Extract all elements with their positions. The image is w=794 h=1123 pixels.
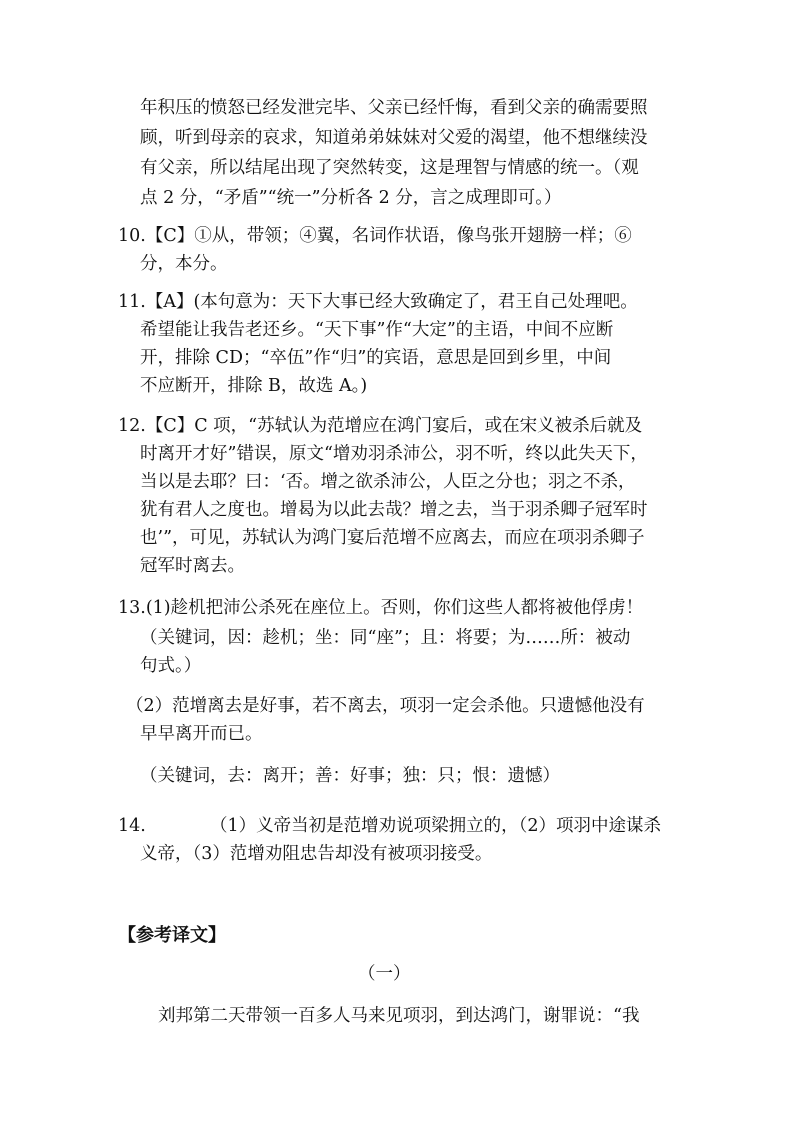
answer-13-line: 句式。）: [140, 656, 202, 676]
answer-11: [118, 290, 638, 314]
answer-13-keywords: （关键词，去：离开；善：好事；独：只；恨：遗憾）: [140, 766, 560, 786]
answer-13-line: （关键词，因：趁机；坐：同“座”；且：将要；为……所：被动: [140, 628, 631, 648]
answer-14: [118, 814, 661, 838]
answer-12-line: 时离开才好”错误，原文“增劝羽杀沛公，羽不听，终以此失天下，: [140, 444, 648, 464]
answer-12: [118, 414, 642, 438]
answer-11-line: 开，排除 CD；“卒伍”作“归”的宾语，意思是回到乡里，中间: [140, 348, 612, 368]
intro-line: 有父亲，所以结尾出现了突然转变，这是理智与情感的统一。（观: [140, 158, 639, 178]
answer-text: （1）义帝当初是范增劝说项梁拥立的，（2）项羽中途谋杀: [210, 816, 662, 836]
translation-heading: 【参考译文】: [118, 925, 226, 946]
answer-14-line: 义帝，（3）范增劝阻忠告却没有被项羽接受。: [140, 844, 493, 864]
answer-13: [118, 596, 643, 620]
intro-line: 顾，听到母亲的哀求，知道弟弟妹妹对父爱的渴望，他不想继续没: [140, 128, 648, 148]
answer-12-line: 也’”，可见，苏轼认为鸿门宴后范增不应离去，而应在项羽杀卿子: [140, 528, 645, 548]
answer-10: [118, 224, 632, 248]
question-number: 11.: [118, 292, 146, 312]
answer-11-line: 希望能让我告老还乡。“天下事”作“大定”的主语，中间不应断: [140, 320, 614, 340]
question-number: 12.: [118, 416, 146, 436]
answer-text: 【A】(本句意为：天下大事已经大致确定了，君王自己处理吧。: [145, 292, 638, 312]
translation-first-line: 刘邦第二天带领一百多人马来见项羽，到达鸿门，谢罪说：“我: [158, 1006, 640, 1026]
answer-13-part2-line: 早早离开而已。: [140, 724, 263, 744]
question-number: 10.: [118, 226, 146, 246]
answer-text: 【C】C 项，“苏轼认为范增应在鸿门宴后，或在宋义被杀后就及: [145, 416, 643, 436]
answer-12-line: 当以是去耶？曰：‘否。增之欲杀沛公，人臣之分也；羽之不杀，: [140, 472, 636, 492]
intro-line: 点 2 分，“矛盾”“统一”分析各 2 分，言之成理即可。）: [140, 188, 562, 208]
answer-13-part2: （2）范增离去是好事，若不离去，项羽一定会杀他。只遗憾他没有: [126, 696, 645, 716]
answer-11-line: 不应断开，排除 B，故选 A。): [140, 376, 368, 396]
answer-12-line: 冠军时离去。: [140, 556, 245, 576]
translation-section-title: （一）: [358, 964, 411, 984]
answer-text: 【C】①从，带领；④翼，名词作状语，像鸟张开翅膀一样；⑥: [145, 226, 632, 246]
intro-line: 年积压的愤怒已经发泄完毕、父亲已经忏悔，看到父亲的确需要照: [140, 98, 648, 118]
answer-10-line: 分，本分。: [140, 254, 228, 274]
answer-12-line: 犹有君人之度也。增曷为以此去哉？增之去，当于羽杀卿子冠军时: [140, 500, 648, 520]
question-number: 14.: [118, 816, 146, 836]
answer-text: (1)趁机把沛公杀死在座位上。否则，你们这些人都将被他俘虏！: [145, 598, 644, 618]
question-number: 13.: [118, 598, 146, 618]
